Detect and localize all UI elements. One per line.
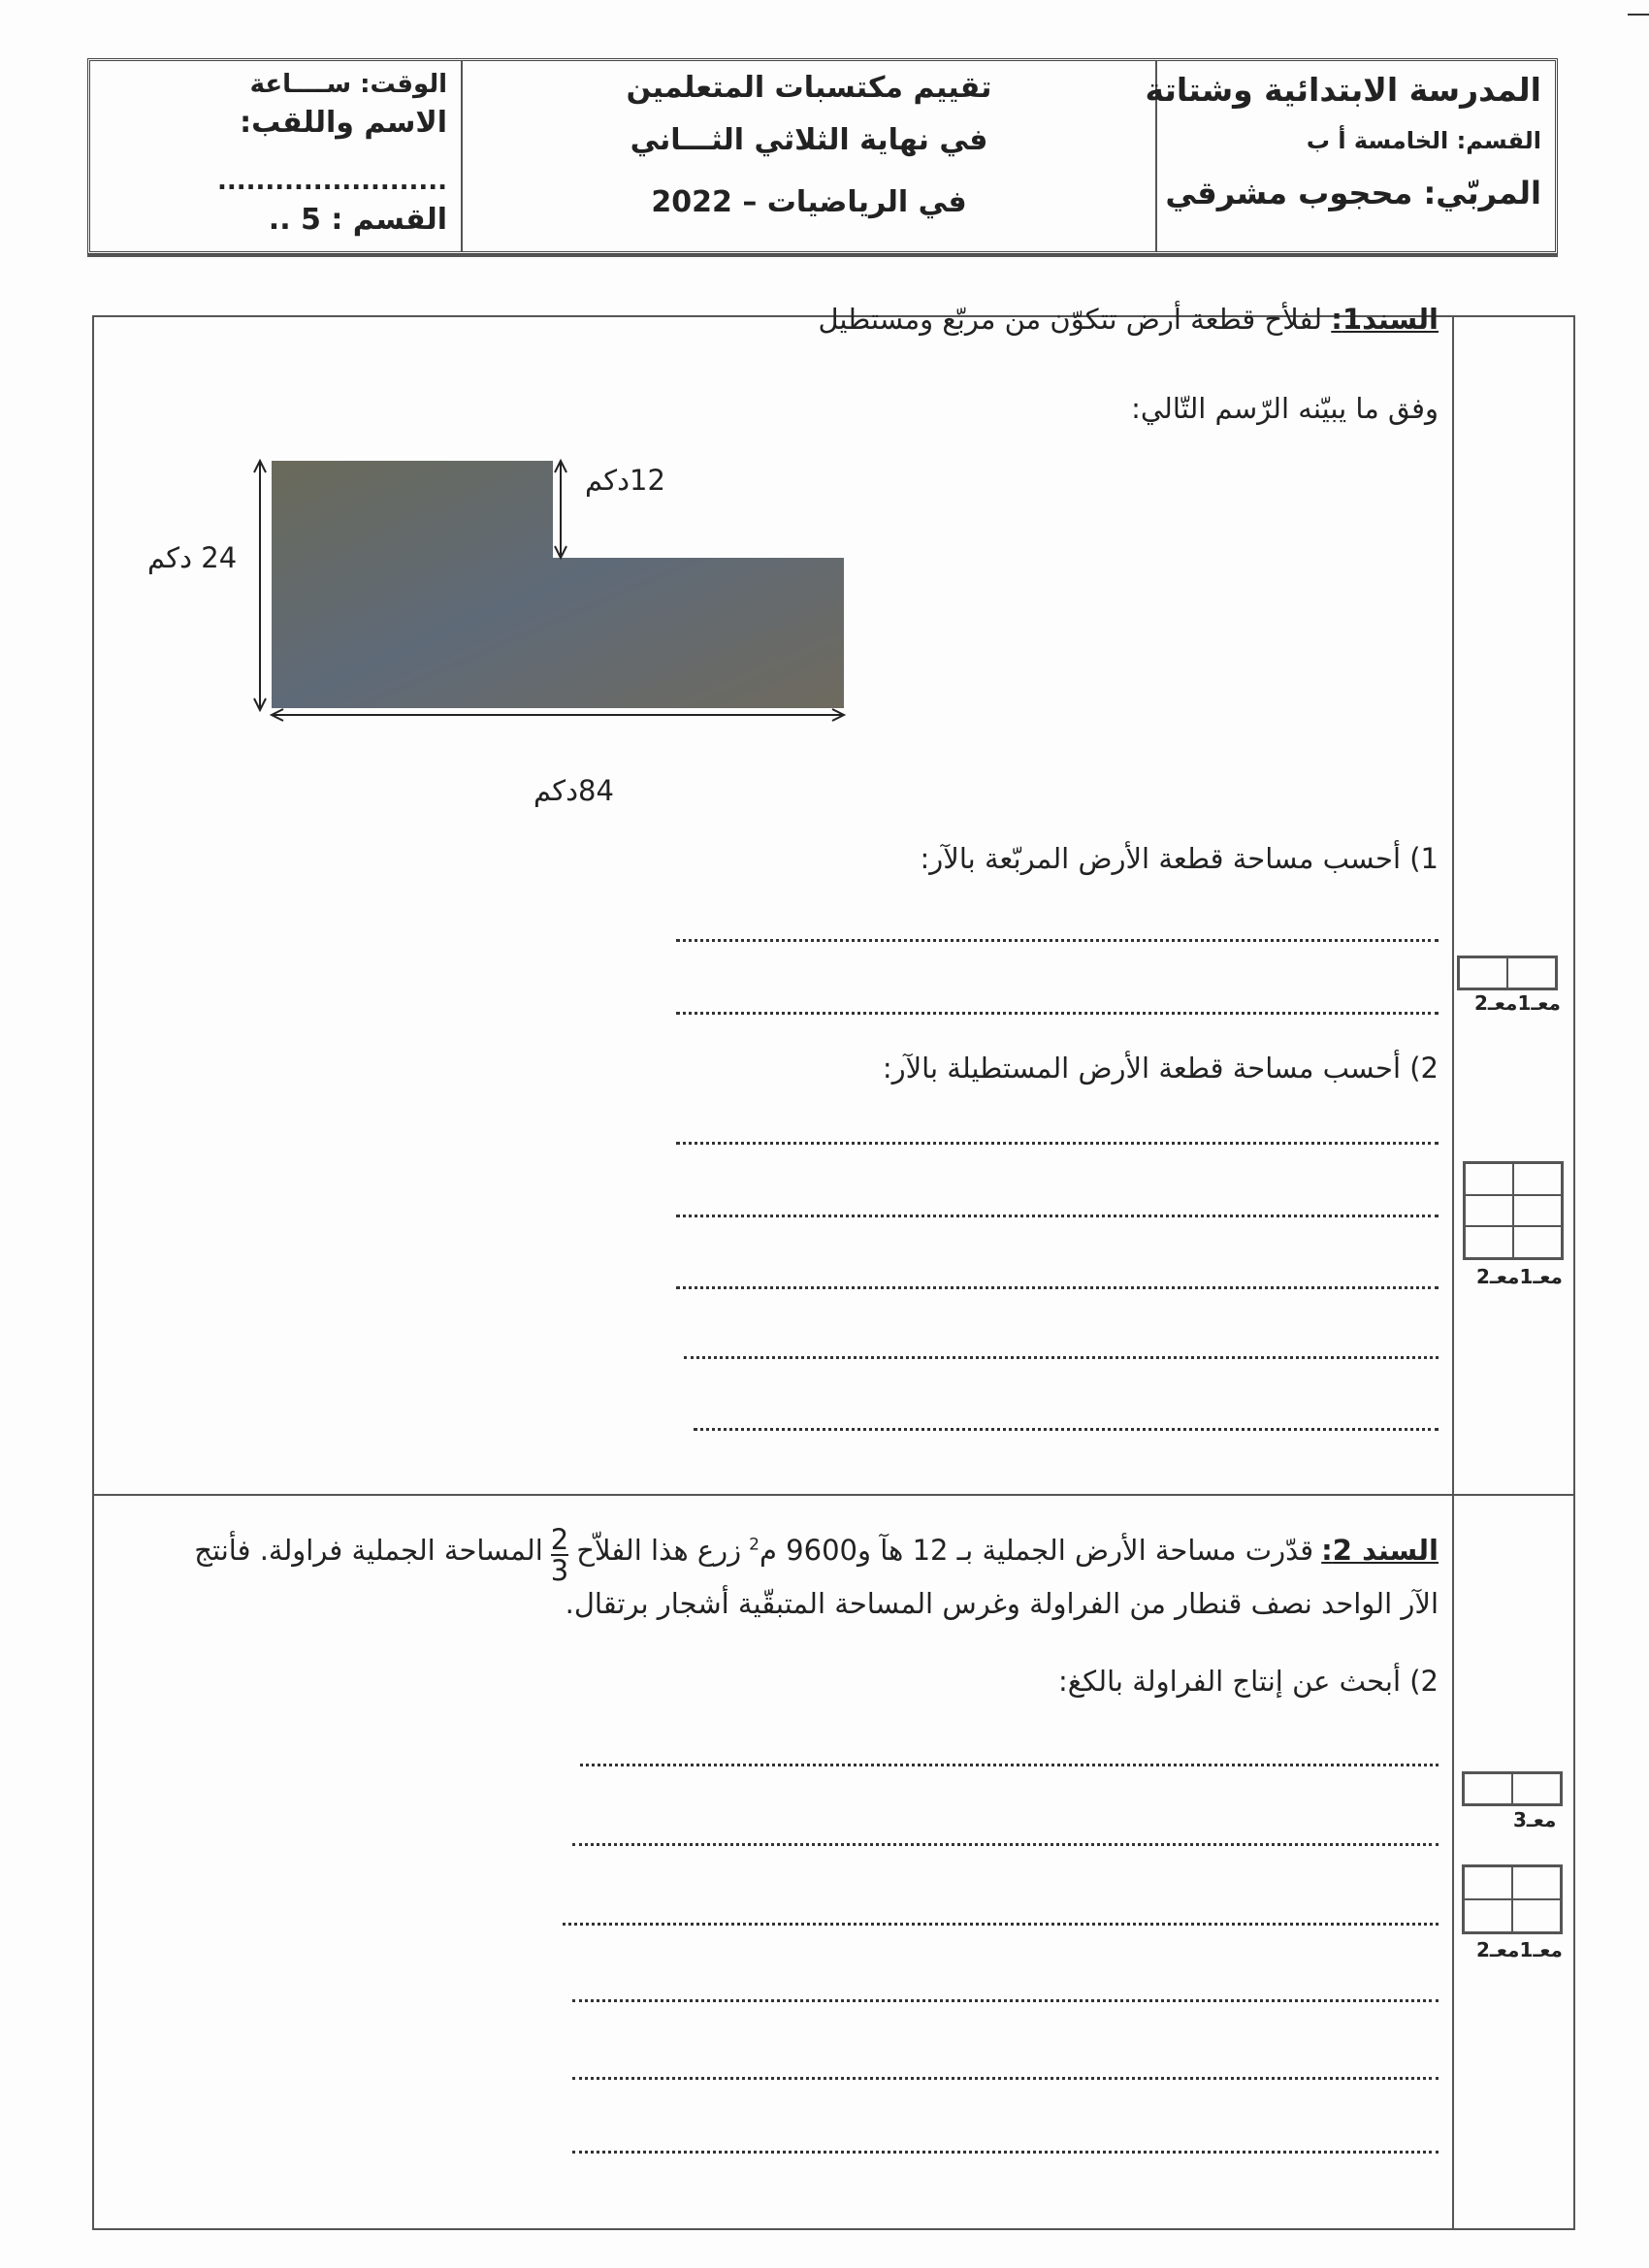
- name-label: الاسم واللقب:: [240, 106, 447, 140]
- score-box-q2[interactable]: [1463, 1161, 1564, 1260]
- score-column-divider: [1452, 317, 1454, 2228]
- score-box-q3[interactable]: [1462, 1771, 1563, 1806]
- scan-mark: [1628, 14, 1649, 16]
- dim-height: 24 دكم: [147, 541, 238, 574]
- question-3: 2) أبحث عن إنتاج الفراولة بالكغ:: [1058, 1665, 1439, 1698]
- name-field[interactable]: ........................: [216, 167, 447, 196]
- answer-line[interactable]: [676, 1012, 1439, 1015]
- answer-line[interactable]: [676, 1286, 1439, 1289]
- school-name: المدرسة الابتدائية وشتاتة: [1145, 71, 1541, 109]
- answer-line[interactable]: [676, 1142, 1439, 1145]
- sanad2-label: السند 2:: [1321, 1534, 1439, 1567]
- dim-width: 84دكم: [534, 774, 614, 807]
- header-title-cell: [461, 61, 1155, 251]
- class-label: القسم: الخامسة أ ب: [1306, 127, 1541, 154]
- answer-line[interactable]: [563, 1923, 1439, 1926]
- header-student-cell: [90, 61, 459, 251]
- question-1: 1) أحسب مساحة قطعة الأرض المربّعة بالآر:: [920, 842, 1439, 875]
- answer-line[interactable]: [572, 2077, 1439, 2080]
- score-label: معـ3: [1513, 1808, 1557, 1831]
- answer-line[interactable]: [572, 1843, 1439, 1846]
- title-line3: في الرياضيات – 2022: [651, 185, 967, 219]
- sanad2-text-a: قدّرت مساحة الأرض الجملية بـ 12 هآ و9600 م$^2$: [749, 1534, 1314, 1567]
- dim-step: 12دكم: [585, 464, 665, 497]
- land-diagram: [252, 451, 873, 732]
- header-table: [87, 58, 1558, 254]
- title-line2: في نهاية الثلاثي الثـــاني: [630, 123, 988, 157]
- sanad1-line2: وفق ما يبيّنه الرّسم التّالي:: [1131, 392, 1439, 425]
- score-box-q4[interactable]: [1462, 1864, 1563, 1934]
- sanad1-label: السند1:: [1331, 303, 1439, 336]
- answer-line[interactable]: [580, 1764, 1439, 1766]
- fraction: 2 3: [550, 1523, 569, 1587]
- score-label: معـ1معـ2: [1474, 991, 1561, 1015]
- answer-line[interactable]: [676, 939, 1439, 942]
- header-school-cell: [1145, 61, 1555, 251]
- section-divider: [94, 1494, 1573, 1496]
- title-line1: تقييم مكتسبات المتعلمين: [626, 71, 992, 105]
- land-shape: [272, 461, 844, 708]
- sanad1-line1: [818, 303, 1439, 336]
- sanad2-text-c: المساحة الجملية فراولة. فأنتج: [194, 1534, 543, 1567]
- score-box-q1[interactable]: [1457, 956, 1558, 990]
- section-label: القسم : 5 ..: [268, 203, 447, 237]
- answer-line[interactable]: [676, 1215, 1439, 1217]
- sanad1-text: لفلأح قطعة أرض تتكوّن من مربّع ومستطيل: [818, 303, 1323, 336]
- score-label: معـ1معـ2: [1476, 1265, 1563, 1288]
- question-2: 2) أحسب مساحة قطعة الأرض المستطيلة بالآر:: [882, 1052, 1439, 1085]
- sanad2-text-b: زرع هذا الفلاّح: [576, 1534, 742, 1567]
- answer-line[interactable]: [694, 1428, 1439, 1431]
- answer-line[interactable]: [572, 1999, 1439, 2002]
- score-label: معـ1معـ2: [1476, 1938, 1563, 1961]
- time-label: الوقت: ســــاعة: [249, 70, 447, 99]
- sanad2-line1: [194, 1515, 1439, 1585]
- answer-line[interactable]: [572, 2151, 1439, 2154]
- teacher-name: المربّي: محجوب مشرقي: [1165, 175, 1541, 211]
- answer-line[interactable]: [684, 1356, 1439, 1359]
- sanad2-line2: الآر الواحد نصف قنطار من الفراولة وغرس المساحة المتبقّية أشجار برتقال.: [565, 1587, 1439, 1620]
- superscript: 2: [749, 1535, 760, 1555]
